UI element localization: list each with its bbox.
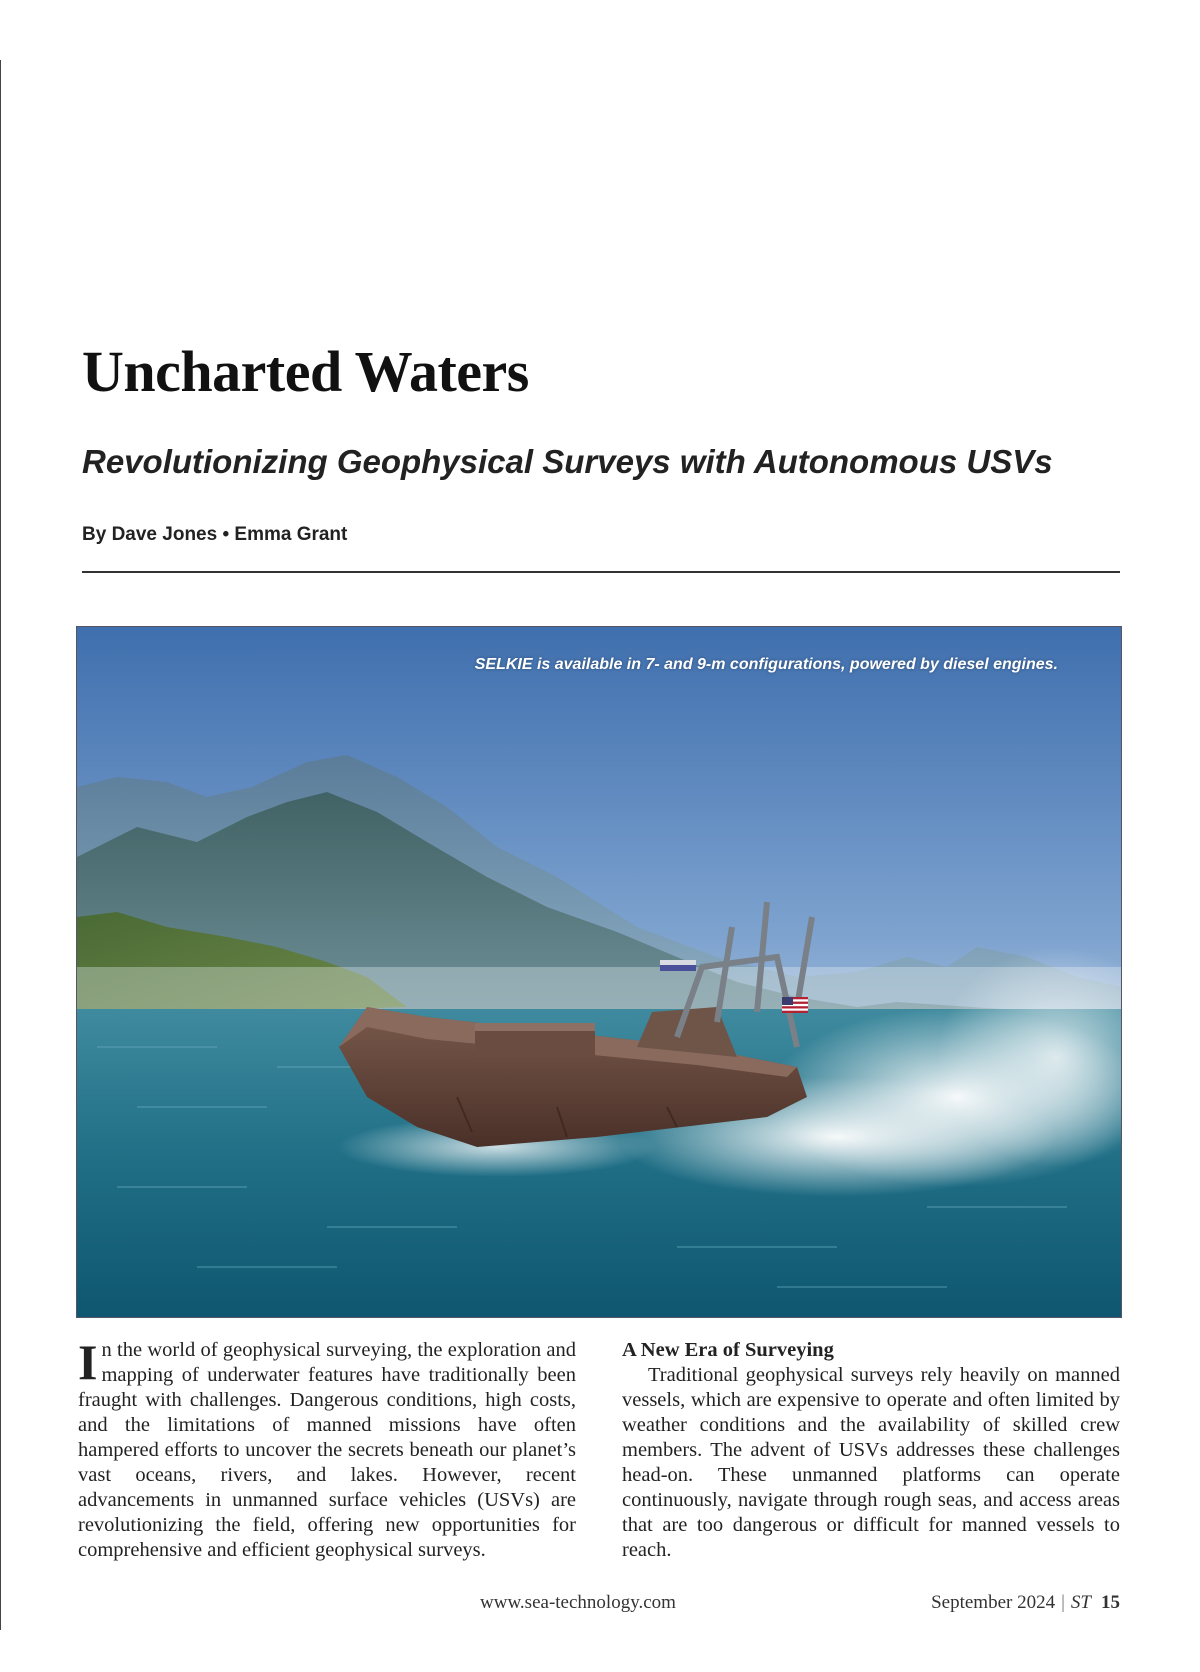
footer-date: September 2024 xyxy=(931,1592,1056,1613)
article-subtitle: Revolutionizing Geophysical Surveys with Autonomous USVs xyxy=(82,443,1053,480)
feature-photo xyxy=(76,626,1122,1318)
intro-paragraph xyxy=(78,1334,576,1563)
article-byline: By Dave Jones • Emma Grant xyxy=(82,524,348,545)
body-column-right xyxy=(622,1338,1120,1563)
page-edge-rule xyxy=(0,60,1,1630)
drop-cap: I xyxy=(78,1334,98,1390)
footer-magazine: ST xyxy=(1070,1592,1091,1613)
usv-boat-illustration xyxy=(77,627,1122,1318)
byline-divider xyxy=(82,571,1120,573)
footer-separator: | xyxy=(1061,1592,1065,1613)
photo-caption: SELKIE is available in 7- and 9-m configurations, powered by diesel engines. xyxy=(474,656,1058,673)
footer-url: www.sea-technology.com xyxy=(480,1592,676,1613)
section-heading: A New Era of Surveying xyxy=(622,1339,834,1361)
us-flag-icon xyxy=(782,997,808,1013)
section-paragraph: Traditional geophysical surveys rely heavily on manned vessels, which are expensive to operate and often limited by weather conditions and the availability of skilled crew members. The advent of USVs addresses these challenges head-on. These unmanned platforms can operate continuously, navigate through rough seas, and access areas that are too dangerous or difficult for manned vessels to reach. xyxy=(622,1364,1120,1561)
intro-text: n the world of geophysical surveying, the exploration and mapping of underwater features have traditionally been fraught with challenges. Dangerous conditions, high costs, and the limitations of manned missions have often hampered efforts to uncover the secrets beneath our planet’s vast oceans, rivers, and lakes. However, recent advancements in unmanned surface vehicles (USVs) are revolutionizing the field, offering new opportunities for comprehensive and efficient geophysical surveys. xyxy=(78,1339,576,1561)
page-number: 15 xyxy=(1101,1592,1120,1613)
article-title: Uncharted Waters xyxy=(82,339,529,404)
body-column-left xyxy=(78,1334,576,1563)
footer-folio xyxy=(931,1592,1120,1614)
